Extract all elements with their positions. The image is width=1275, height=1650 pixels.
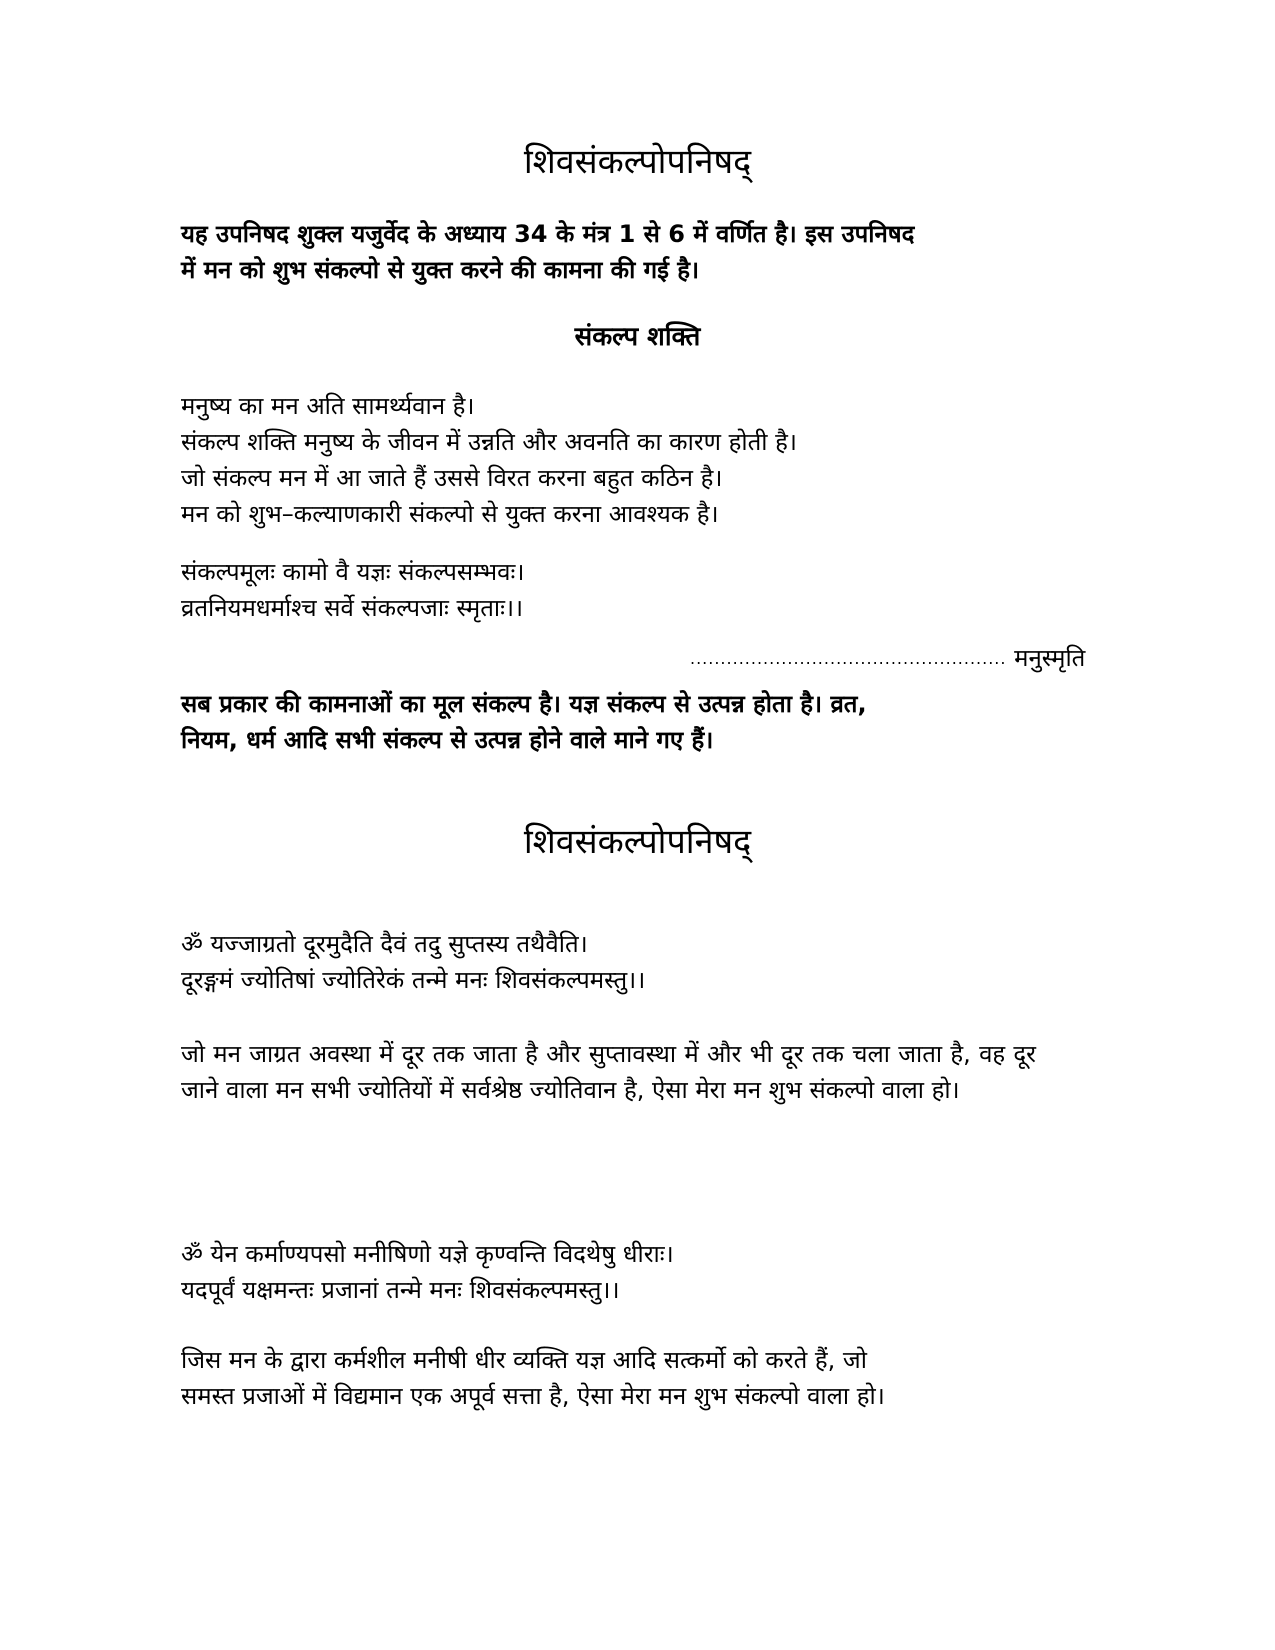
intro-paragraph [181,216,1081,288]
mantra-2-meaning [181,1342,1081,1414]
mantra-1-meaning: जो मन जाग्रत अवस्था में दूर तक जाता है और सुप्तावस्था में और भी दूर तक चला जाता है, वह दूर जाने वाला मन सभी ज्योतियों में सर्वश्रेष्ठ ज्योतिवान है, ऐसा मेरा मन शुभ संकल्पो वाला हो। [181,1040,1036,1104]
mantra-line: यदपूर्वं यक्षमन्तः प्रजानां तन्मे मनः शिवसंकल्पमस्तु।। [181,1276,620,1304]
points-list [181,388,1081,532]
point-line: मन को शुभ–कल्याणकारी संकल्पो से युक्त करना आवश्यक है। [181,500,719,528]
meaning-line: जिस मन के द्वारा कर्मशील मनीषी धीर व्यक्ति यज्ञ आदि सत्कर्मो को करते हैं, जो [181,1346,867,1374]
point-line: जो संकल्प मन में आ जाते हैं उससे विरत करना बहुत कठिन है। [181,464,723,492]
point-line: संकल्प शक्ति मनुष्य के जीवन में उन्नति और अवनति का कारण होती है। [181,428,797,456]
page-title: शिवसंकल्पोपनिषद् [523,142,752,182]
mantra-line: ॐ येन कर्माण्यपसो मनीषिणो यज्ञे कृण्वन्ति विदथेषु धीराः। [181,1240,674,1268]
meaning-line: सब प्रकार की कामनाओं का मूल संकल्प है। यज्ञ संकल्प से उत्पन्न होता है। व्रत, [181,690,867,718]
point-line: मनुष्य का मन अति सामर्थ्यवान है। [181,392,475,420]
meaning-line: समस्त प्रजाओं में विद्यमान एक अपूर्व सत्ता है, ऐसा मेरा मन शुभ संकल्पो वाला हो। [181,1382,885,1410]
section-title: शिवसंकल्पोपनिषद् [523,822,752,862]
shloka-manusmriti [181,554,1081,626]
mantra-2 [181,1236,1081,1308]
mantra-line: दूरङ्गमं ज्योतिषां ज्योतिरेकं तन्मे मनः शिवसंकल्पमस्तु।। [181,966,646,994]
source-name: मनुस्मृति [1014,644,1086,672]
section-subheading: संकल्प शक्ति [574,322,701,352]
intro-line: में मन को शुभ संकल्पो से युक्त करने की कामना की गई है। [181,256,700,284]
mantra-1 [181,926,1081,998]
dotted-leader: .................................................... [690,649,1007,668]
shloka-line: व्रतनियमधर्माश्च सर्वे संकल्पजाः स्मृताः।। [181,594,524,622]
shloka-source [690,640,1090,677]
meaning-line: नियम, धर्म आदि सभी संकल्प से उत्पन्न होने वाले माने गए हैं। [181,726,714,754]
mantra-line: ॐ यज्जाग्रतो दूरमुदैति दैवं तदु सुप्तस्य तथैवैति। [181,930,588,958]
shloka-meaning [181,686,1081,758]
shloka-line: संकल्पमूलः कामो वै यज्ञः संकल्पसम्भवः। [181,558,525,586]
intro-line: यह उपनिषद शुक्ल यजुर्वेद के अध्याय 34 के मंत्र 1 से 6 में वर्णित है। इस उपनिषद [181,220,915,248]
